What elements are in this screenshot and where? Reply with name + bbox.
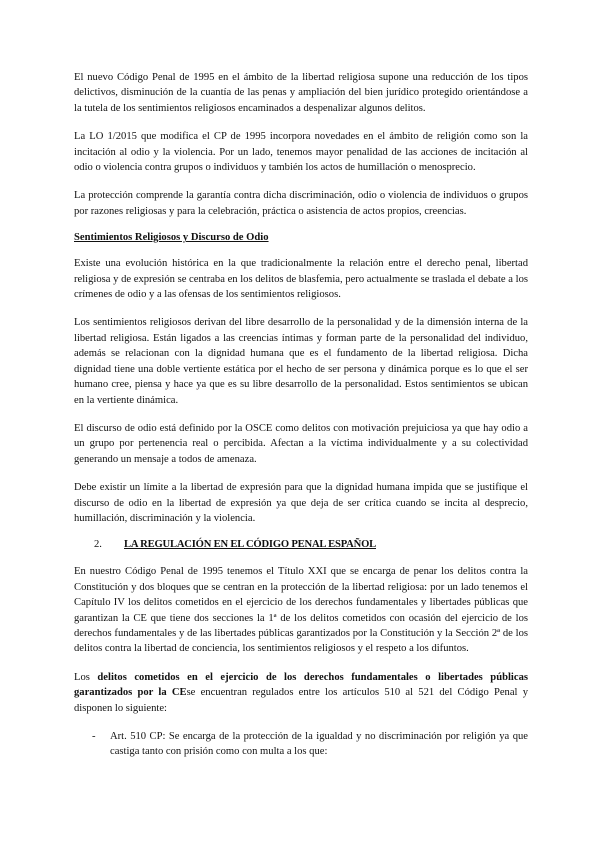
paragraph-6: El discurso de odio está definido por la OSCE como delitos con motivación prejuiciosa ya que hay odio a un grupo por pertenencia real o percibida. Afectan a la víctima individualmente y a su colectividad generando un mensaje a todos de amenaza.: [74, 422, 528, 465]
article-list: [74, 729, 528, 760]
dash-bullet: -: [92, 731, 96, 742]
paragraph-2: La LO 1/2015 que modifica el CP de 1995 incorpora novedades en el ámbito de religión como son la incitación al odio y la violencia. Por un lado, tenemos mayor penalidad de las acciones de incitación al odio o violencia contra grupos o individuos y también los actos de humillación o menosprecio.: [74, 131, 528, 174]
paragraph-9-bold: delitos cometidos en el ejercicio de los derechos fundamentales o libertades públicas garantizados por la CE: [74, 671, 528, 699]
paragraph-9-end: se encuentran regulados entre los artículos 510 al 521 del Código Penal y disponen lo siguiente:: [74, 687, 528, 714]
list-item: [92, 729, 528, 760]
paragraph-7: Debe existir un límite a la libertad de expresión para que la dignidad humana impida que se justifique el discurso de odio en la libertad de expresión ya que deja de ser crítica cuando se incita al desprecio, humillación, discriminación y la violencia.: [74, 482, 528, 524]
paragraph-5: Los sentimientos religiosos derivan del libre desarrollo de la personalidad y de la dimensión interna de la libertad religiosa. Están ligados a las creencias íntimas y forman parte de la personalidad del individuo, además se relacionan con la dignidad humana que es el fundamento de la libertad religiosa. Dicha dignidad tiene una doble vertiente estática por el hecho de ser persona y dinámica porque es lo que el ser humano cree, piensa y hace ya que es su libre desarrollo de la personalidad. Estos sentimientos se ubican en la vertiente dinámica.: [74, 317, 528, 406]
paragraph-3: La protección comprende la garantía contra dicha discriminación, odio o violencia de individuos o grupos por razones religiosas y para la celebración, práctica o asistencia de actos propios, creencias.: [74, 190, 528, 217]
section-title: LA REGULACIÓN EN EL CÓDIGO PENAL ESPAÑOL: [124, 539, 376, 551]
paragraph-9-start: Los: [74, 671, 98, 683]
list-item-text: Art. 510 CP: Se encarga de la protección de la igualdad y no discriminación por religión ya que castiga tanto con prisión como con multa a los que:: [110, 731, 528, 758]
paragraph-1: El nuevo Código Penal de 1995 en el ámbito de la libertad religiosa supone una reducción de los tipos delictivos, disminución de la cuantía de las penas y ampliación del bien jurídico protegido orientándose a la tutela de los sentimientos religiosos encaminados a despenalizar algunos delitos.: [74, 72, 528, 114]
section-number: 2.: [94, 539, 102, 551]
section-2-heading: [94, 539, 528, 550]
paragraph-4: Existe una evolución histórica en la que tradicionalmente la relación entre el derecho penal, libertad religiosa y de expresión se centraba en los delitos de blasfemia, pero actualmente se traslada el debate a los crímenes de odio y a las ofensas de los sentimientos religiosos.: [74, 258, 528, 301]
subheading-sentimientos: Sentimientos Religiosos y Discurso de Odio: [74, 232, 269, 244]
paragraph-8: En nuestro Código Penal de 1995 tenemos el Título XXI que se encarga de penar los delitos contra la Constitución y dos bloques que se centran en la protección de la libertad religiosa: por un lado tenemos el Capítulo IV los delitos cometidos en el ejercicio de los derechos fundamentales y libertades públicas que garantizan la CE que tiene dos secciones la 1ª de los delitos cometidos con ocasión del ejercicio de los derechos fundamentales y de las libertades públicas garantizados por la Constitución y la Sección 2ª de los delitos contra la libertad de conciencia, los sentimientos religiosos y el respeto a los difuntos.: [74, 566, 528, 655]
paragraph-9: [74, 670, 528, 716]
